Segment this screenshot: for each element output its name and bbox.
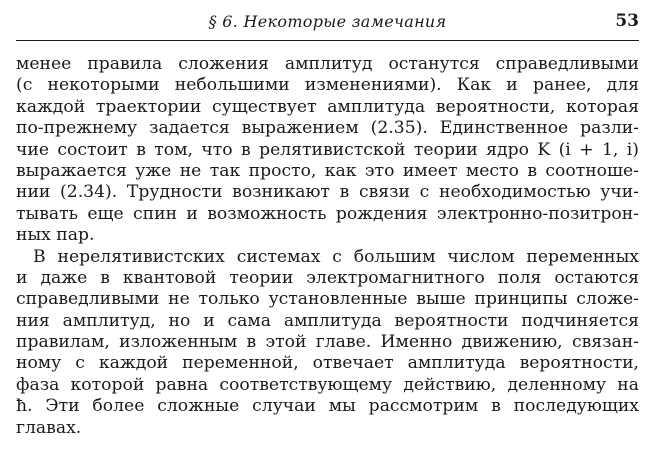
page-number: 53 [615, 11, 639, 31]
text-line: (с некоторыми небольшими изменениями). Как и ранее, для [16, 75, 639, 96]
text-line: главах. [16, 417, 82, 438]
text-line: фаза которой равна соответствующему действию, деленному на [16, 374, 639, 395]
paragraph-1 [16, 54, 639, 247]
text-line: справедливыми не только установленные выше принципы сложе- [16, 289, 639, 310]
book-page [16, 0, 639, 439]
text-line: нии (2.34). Трудности возникают в связи с необходимостью учи- [16, 182, 639, 203]
text-line: чие состоит в том, что в релятивистской теории ядро K (i + 1, i) [16, 139, 639, 160]
text-line: правилам, изложенным в этой главе. Именно движению, связан- [16, 332, 639, 353]
text-line: ния амплитуд, но и сама амплитуда вероятности подчиняется [16, 310, 639, 331]
text-line: В нерелятивистских системах с большим числом переменных [33, 246, 639, 267]
text-line: и даже в квантовой теории электромагнитного поля остаются [16, 267, 639, 288]
paragraph-2 [16, 247, 639, 440]
text-line: ħ. Эти более сложные случаи мы рассмотрим в последующих [16, 396, 639, 417]
text-line: ных пар. [16, 225, 95, 246]
text-line: по-прежнему задается выражением (2.35). Единственное разли- [16, 118, 639, 139]
section-title: § 6. Некоторые замечания [208, 12, 447, 31]
running-header [16, 0, 639, 41]
text-line: тывать еще спин и возможность рождения электронно-позитрон- [16, 203, 639, 224]
text-line: каждой траектории существует амплитуда вероятности, которая [16, 96, 639, 117]
text-line: выражается уже не так просто, как это имеет место в соотноше- [16, 160, 639, 181]
text-line: менее правила сложения амплитуд останутся справедливыми [16, 54, 639, 74]
text-line: ному с каждой переменной, отвечает амплитуда вероятности, [16, 353, 639, 374]
body-text [16, 54, 639, 439]
